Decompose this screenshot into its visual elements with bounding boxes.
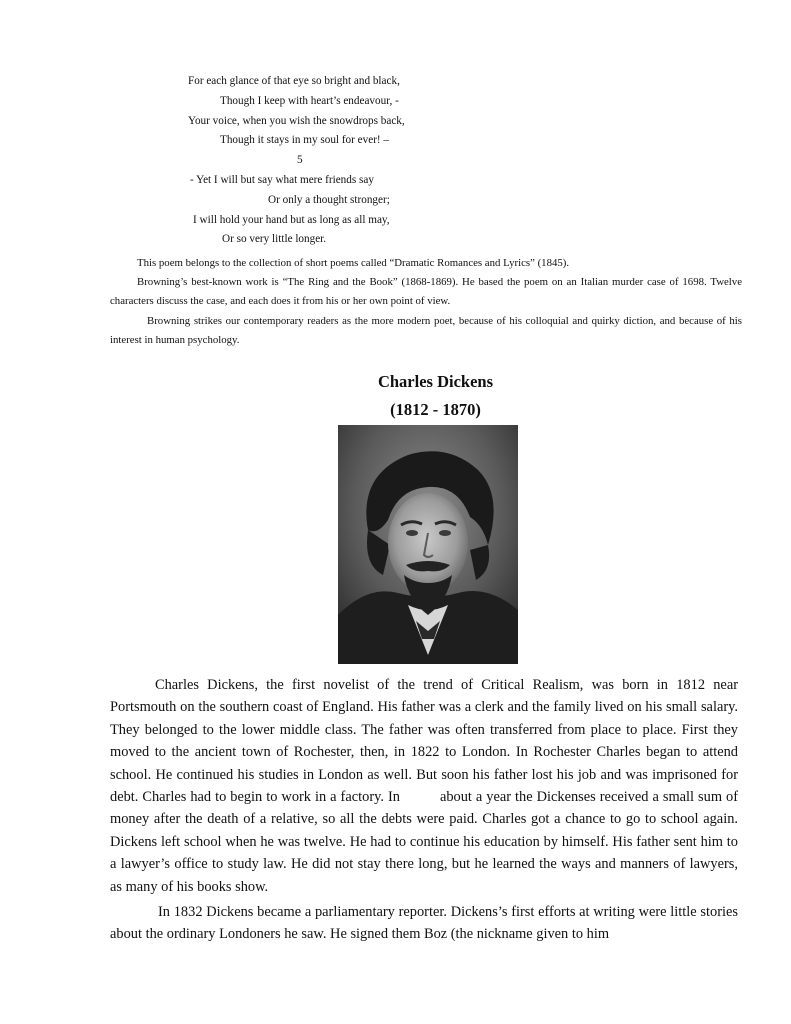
browning-paragraph: Browning strikes our contemporary readers as the more modern poet, because of his colloquial and quirky diction, and because of his interest in human psychology.	[110, 314, 742, 346]
biography-paragraph	[110, 674, 738, 898]
section-title: Charles Dickens	[377, 372, 494, 391]
poem-line: I will hold your hand but as long as all may,	[193, 213, 390, 226]
biography-text: Charles Dickens, the first novelist of the trend of Critical Realism, was born in 1812 near Portsmouth on the southern coast of England. His father was a clerk and the family lived on his small salary. They belonged to the lower middle class. The father was often transferred from place to place. First they moved to the ancient town of Rochester, then, in 1822 to London. In Rochester Charles began to attend school. He continued his studies in London as well. But soon his father lost his job and was imprisoned for debt. Charles had to begin to work in a factory. In	[110, 677, 738, 806]
browning-paragraph: This poem belongs to the collection of short poems called “Dramatic Romances and Lyrics” (1845).	[137, 257, 570, 269]
poem-line: Your voice, when you wish the snowdrops back,	[188, 114, 405, 127]
dickens-portrait	[338, 425, 518, 664]
section-dates: (1812 - 1870)	[390, 400, 481, 419]
poem-excerpt	[0, 72, 791, 250]
poem-line-number: 5	[297, 154, 303, 167]
biography-paragraph: In 1832 Dickens became a parliamentary reporter. Dickens’s first efforts at writing were little stories about the ordinary Londoners he saw. He signed them Boz (the nickname given to him	[110, 904, 738, 943]
biography-text: about a year the Dickenses received a small sum of money after the death of a relative, so all the debts were paid. Charles got a chance to go to school again. Dickens left school when he was twelve. He had to continue his education by himself. His father sent him to a lawyer’s office to study law. He did not stay there long, but he learned the ways and manners of lawyers, as many of his books show.	[110, 789, 739, 895]
poem-line: - Yet I will but say what mere friends say	[190, 173, 374, 186]
browning-notes	[110, 254, 742, 350]
poem-line: Or so very little longer.	[222, 233, 327, 246]
browning-paragraph: Browning’s best-known work is “The Ring and the Book” (1868-1869). He based the poem on an Italian murder case of 1698. Twelve characters discuss the case, and each does it from his or her own point of view.	[110, 276, 742, 308]
portrait-image	[338, 425, 518, 664]
poem-line: For each glance of that eye so bright and black,	[188, 75, 400, 87]
poem-line: Though it stays in my soul for ever! –	[220, 134, 390, 147]
poem-line: Or only a thought stronger;	[268, 193, 390, 206]
poem-line: Though I keep with heart’s endeavour, -	[220, 94, 399, 107]
dickens-biography	[110, 674, 738, 946]
